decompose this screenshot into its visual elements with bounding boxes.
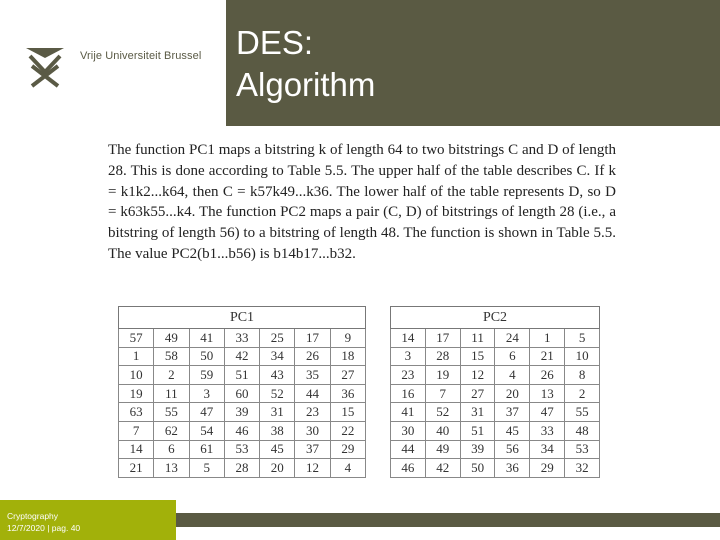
pc1-cell: 50 <box>189 347 224 366</box>
pc2-cell: 52 <box>425 403 460 422</box>
pc1-cell: 38 <box>260 421 295 440</box>
pc1-cell: 20 <box>260 459 295 478</box>
pc1-row <box>119 347 366 366</box>
pc2-cell: 30 <box>391 421 426 440</box>
pc1-cell: 9 <box>330 329 365 348</box>
pc2-cell: 33 <box>530 421 565 440</box>
pc2-cell: 7 <box>425 384 460 403</box>
pc2-cell: 41 <box>391 403 426 422</box>
pc2-cell: 34 <box>530 440 565 459</box>
pc2-cell: 24 <box>495 329 530 348</box>
pc2-row <box>391 403 600 422</box>
pc1-cell: 28 <box>224 459 259 478</box>
pc1-cell: 21 <box>119 459 154 478</box>
pc2-cell: 21 <box>530 347 565 366</box>
pc2-cell: 27 <box>460 384 495 403</box>
pc2-cell: 3 <box>391 347 426 366</box>
pc1-row <box>119 329 366 348</box>
pc1-cell: 6 <box>154 440 189 459</box>
slide-title-line1: DES: <box>236 24 314 61</box>
pc1-cell: 35 <box>295 366 330 385</box>
title-box <box>226 0 720 126</box>
pc1-cell: 60 <box>224 384 259 403</box>
pc1-row <box>119 421 366 440</box>
slide-title-line2: Algorithm <box>236 66 376 103</box>
pc1-cell: 43 <box>260 366 295 385</box>
pc1-row <box>119 403 366 422</box>
pc1-cell: 4 <box>330 459 365 478</box>
pc2-cell: 39 <box>460 440 495 459</box>
pc1-cell: 7 <box>119 421 154 440</box>
pc1-cell: 25 <box>260 329 295 348</box>
body-paragraph: The function PC1 maps a bitstring k of length 64 to two bitstrings C and D of length 28. This is done according to Table 5.5. The upper half of the table describes C. If k = k1k2...k64, then C = k57k49...k36. The lower half of the table represents D, so D = k63k55...k4. The function PC2 maps a pair (C, D) of bitstrings of length 28 (i.e., a bitstring of length 56) to a bitstring of length 48. The function is shown in Table 5.5. The value PC2(b1...b56) is b14b17...b32. <box>108 142 616 262</box>
pc2-cell: 40 <box>425 421 460 440</box>
pc2-cell: 29 <box>530 459 565 478</box>
pc1-header: PC1 <box>119 307 366 329</box>
pc2-header: PC2 <box>391 307 600 329</box>
pc1-cell: 46 <box>224 421 259 440</box>
pc1-cell: 22 <box>330 421 365 440</box>
pc2-cell: 10 <box>565 347 600 366</box>
pc1-cell: 18 <box>330 347 365 366</box>
pc1-cell: 45 <box>260 440 295 459</box>
pc1-cell: 41 <box>189 329 224 348</box>
pc1-cell: 58 <box>154 347 189 366</box>
pc2-table <box>390 306 600 478</box>
logo-text: Vrije Universiteit Brussel <box>80 50 202 62</box>
pc1-cell: 61 <box>189 440 224 459</box>
footer-bar <box>176 513 720 527</box>
pc2-cell: 4 <box>495 366 530 385</box>
pc1-cell: 1 <box>119 347 154 366</box>
pc1-cell: 62 <box>154 421 189 440</box>
pc2-row <box>391 459 600 478</box>
pc1-cell: 27 <box>330 366 365 385</box>
pc2-cell: 36 <box>495 459 530 478</box>
pc2-cell: 17 <box>425 329 460 348</box>
pc2-cell: 44 <box>391 440 426 459</box>
pc2-cell: 45 <box>495 421 530 440</box>
tables-image <box>114 306 602 492</box>
pc2-cell: 2 <box>565 384 600 403</box>
pc2-cell: 5 <box>565 329 600 348</box>
pc2-cell: 31 <box>460 403 495 422</box>
pc1-cell: 2 <box>154 366 189 385</box>
pc1-cell: 42 <box>224 347 259 366</box>
pc1-cell: 15 <box>330 403 365 422</box>
pc2-cell: 32 <box>565 459 600 478</box>
pc1-cell: 23 <box>295 403 330 422</box>
pc2-cell: 19 <box>425 366 460 385</box>
pc2-cell: 26 <box>530 366 565 385</box>
pc1-table <box>118 306 366 478</box>
pc1-cell: 47 <box>189 403 224 422</box>
pc2-cell: 15 <box>460 347 495 366</box>
pc2-cell: 11 <box>460 329 495 348</box>
pc2-cell: 28 <box>425 347 460 366</box>
pc2-row <box>391 421 600 440</box>
pc2-row <box>391 384 600 403</box>
pc2-row <box>391 347 600 366</box>
vub-emblem-icon <box>22 42 68 88</box>
pc1-row <box>119 459 366 478</box>
pc2-cell: 47 <box>530 403 565 422</box>
pc2-cell: 12 <box>460 366 495 385</box>
pc1-cell: 36 <box>330 384 365 403</box>
vub-logo <box>22 42 212 90</box>
footer-course: Cryptography <box>7 511 59 521</box>
pc2-cell: 14 <box>391 329 426 348</box>
pc2-row <box>391 329 600 348</box>
pc2-cell: 49 <box>425 440 460 459</box>
pc2-cell: 20 <box>495 384 530 403</box>
pc1-cell: 54 <box>189 421 224 440</box>
pc1-cell: 12 <box>295 459 330 478</box>
pc2-cell: 53 <box>565 440 600 459</box>
body-text-image <box>108 140 616 265</box>
pc1-cell: 53 <box>224 440 259 459</box>
pc2-cell: 37 <box>495 403 530 422</box>
pc1-cell: 19 <box>119 384 154 403</box>
pc1-row <box>119 366 366 385</box>
footer-date: 12/7/2020 <box>7 523 45 533</box>
pc2-cell: 46 <box>391 459 426 478</box>
pc1-cell: 49 <box>154 329 189 348</box>
pc1-cell: 31 <box>260 403 295 422</box>
pc2-cell: 51 <box>460 421 495 440</box>
pc2-cell: 16 <box>391 384 426 403</box>
pc1-cell: 14 <box>119 440 154 459</box>
pc1-cell: 55 <box>154 403 189 422</box>
pc2-cell: 48 <box>565 421 600 440</box>
pc2-row <box>391 440 600 459</box>
pc1-cell: 13 <box>154 459 189 478</box>
pc1-cell: 44 <box>295 384 330 403</box>
footer-separator: | <box>47 523 50 533</box>
footer-page: pag. 40 <box>51 523 81 533</box>
pc2-cell: 42 <box>425 459 460 478</box>
pc1-row <box>119 440 366 459</box>
pc2-cell: 55 <box>565 403 600 422</box>
pc1-cell: 57 <box>119 329 154 348</box>
pc1-cell: 3 <box>189 384 224 403</box>
pc1-cell: 59 <box>189 366 224 385</box>
pc2-cell: 8 <box>565 366 600 385</box>
pc1-cell: 17 <box>295 329 330 348</box>
pc1-cell: 37 <box>295 440 330 459</box>
slide-title <box>236 22 375 106</box>
pc2-cell: 50 <box>460 459 495 478</box>
pc2-cell: 13 <box>530 384 565 403</box>
pc1-cell: 34 <box>260 347 295 366</box>
pc2-cell: 56 <box>495 440 530 459</box>
pc2-cell: 23 <box>391 366 426 385</box>
pc1-cell: 52 <box>260 384 295 403</box>
pc1-cell: 29 <box>330 440 365 459</box>
pc1-cell: 39 <box>224 403 259 422</box>
pc1-cell: 30 <box>295 421 330 440</box>
pc1-row <box>119 384 366 403</box>
pc1-cell: 33 <box>224 329 259 348</box>
pc1-cell: 63 <box>119 403 154 422</box>
pc1-cell: 10 <box>119 366 154 385</box>
pc2-row <box>391 366 600 385</box>
pc1-cell: 51 <box>224 366 259 385</box>
pc2-cell: 1 <box>530 329 565 348</box>
pc1-cell: 26 <box>295 347 330 366</box>
footer-meta <box>7 522 80 534</box>
pc2-cell: 6 <box>495 347 530 366</box>
pc1-cell: 5 <box>189 459 224 478</box>
footer-text <box>7 510 80 534</box>
pc1-cell: 11 <box>154 384 189 403</box>
